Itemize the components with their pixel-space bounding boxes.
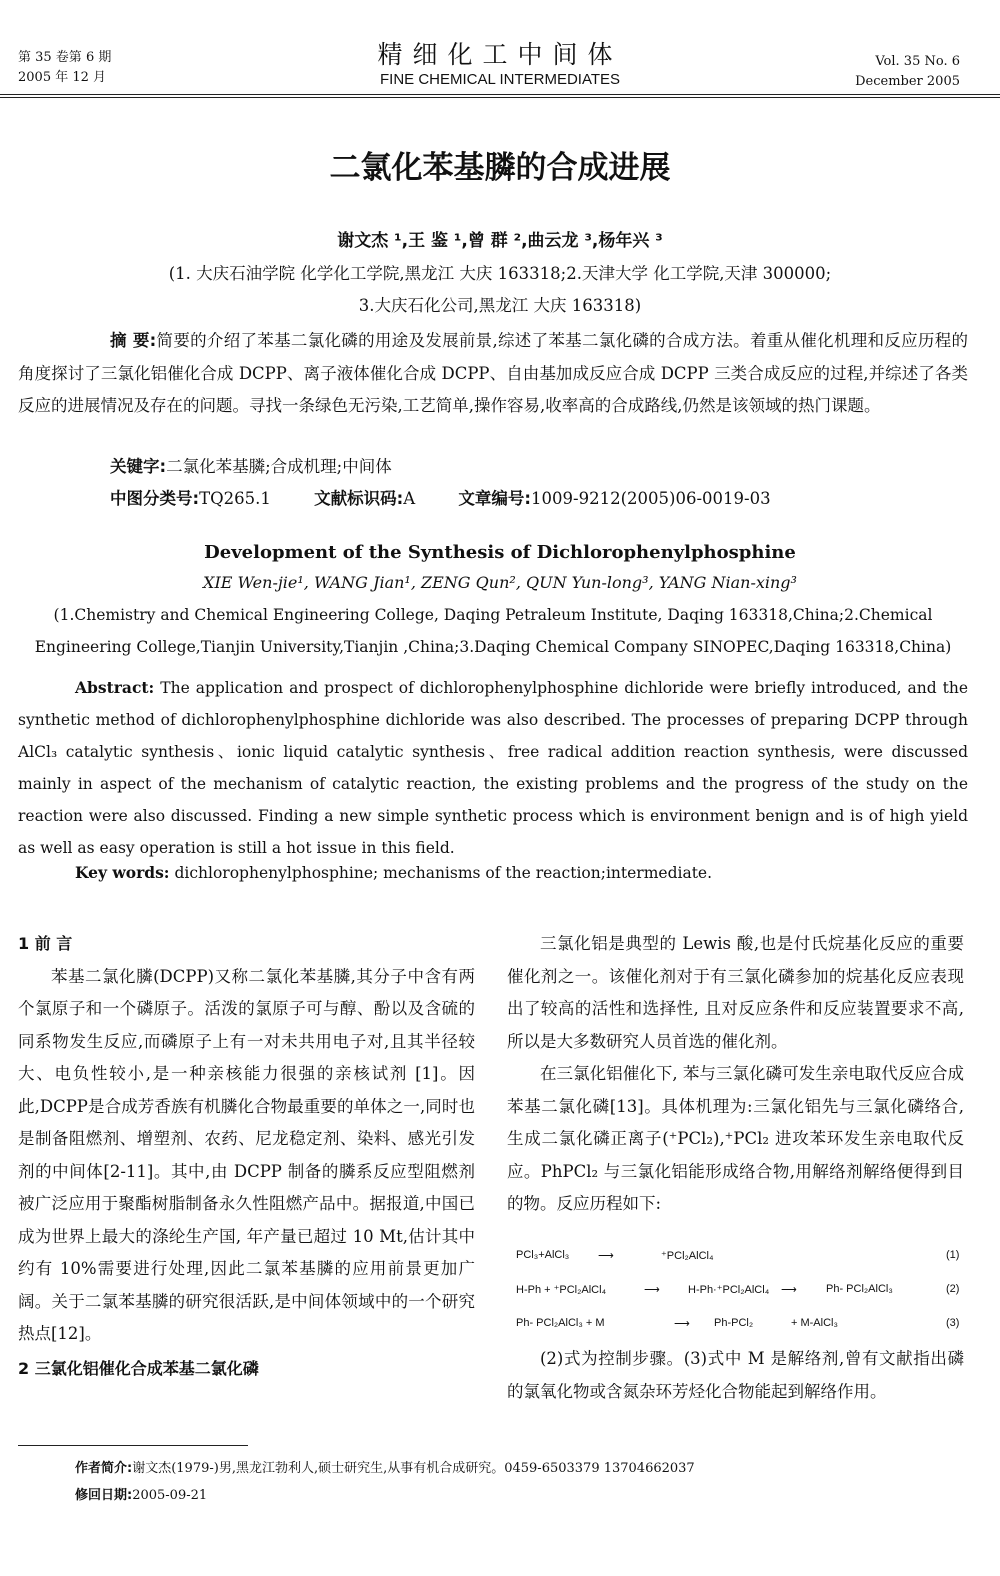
eq3-reactants: Ph- PCl₂AlCl₃ + M: [516, 1317, 605, 1329]
volume-cn: 第 35 卷第 6 期: [18, 50, 112, 65]
arrow-icon: ⟶: [598, 1250, 614, 1262]
footnote-rule: [18, 1445, 248, 1446]
equation-2: [516, 1279, 966, 1301]
keywords-cn: [110, 453, 392, 477]
section-2-paragraph-1: 三氯化铝是典型的 Lewis 酸,也是付氏烷基化反应的重要催化剂之一。该催化剂对于有三氯化磷参加的烷基化反应表现出了较高的活性和选择性, 且对反应条件和反应装置要求不高, 所以是大多数研究人员首选的催化剂。: [507, 934, 964, 1051]
author-bio: [75, 1457, 695, 1476]
left-column: [18, 928, 475, 1385]
doc-value: A: [403, 489, 416, 508]
arrow-icon: ⟶: [781, 1284, 797, 1296]
english-abstract-label: Abstract:: [75, 678, 155, 697]
eq1-number: (1): [946, 1249, 960, 1261]
arrow-icon: ⟶: [674, 1318, 690, 1330]
volume-en: Vol. 35 No. 6: [875, 54, 960, 69]
header-volume: [18, 48, 111, 88]
doc-label: 文献标识码:: [314, 489, 404, 508]
right-column: [507, 928, 964, 1221]
section-2-paragraph-2: 在三氯化铝催化下, 苯与三氯化磷可发生亲电取代反应合成苯基二氯化磷[13]。具体机理为:三氯化铝先与三氯化磷络合,生成二氯化磷正离子(⁺PCl₂),⁺PCl₂ 进攻苯环发生亲电取代反应。PhPCl₂ 与三氯化铝能形成络合物,用解络剂解络便得到目的物。反应历程如下:: [507, 1064, 964, 1213]
journal-name-cn: 精细化工中间体: [377, 40, 623, 69]
english-authors: XIE Wen-jie¹, WANG Jian¹, ZENG Qun², QUN Yun-long³, YANG Nian-xing³: [203, 573, 797, 592]
english-abstract: [18, 672, 968, 864]
journal-name-en: FINE CHEMICAL INTERMEDIATES: [379, 71, 621, 88]
revision-date: [75, 1484, 207, 1503]
english-keywords-text: dichlorophenylphosphine; mechanisms of the reaction;intermediate.: [174, 864, 713, 882]
right-column-bottom: [507, 1343, 964, 1408]
abstract-label: 摘 要:: [110, 331, 157, 350]
paper-title: 二氯化苯基膦的合成进展: [329, 150, 671, 186]
section-2-paragraph-3: (2)式为控制步骤。(3)式中 M 是解络剂,曾有文献指出磷的氯氧化物或含氮杂环芳烃化合物能起到解络作用。: [507, 1349, 964, 1401]
eq1-reactants: PCl₃+AlCl₃: [516, 1249, 570, 1261]
clc-value: TQ265.1: [199, 489, 271, 508]
affiliation-line-1: (1. 大庆石油学院 化学化工学院,黑龙江 大庆 163318;2.天津大学 化工学院,天津 300000;: [168, 264, 832, 283]
abstract-text: 简要的介绍了苯基二氯化磷的用途及发展前景,综述了苯基二氯化磷的合成方法。着重从催化机理和反应历程的角度探讨了三氯化铝催化合成 DCPP、离子液体催化合成 DCPP、自由基加成反应合成 DCPP 三类合成反应的过程,并综述了各类反应的进展情况及存在的问题。寻找一条绿色无污染,工艺简单,操作容易,收率高的合成路线,仍然是该领域的热门课题。: [18, 331, 968, 415]
english-title: Development of the Synthesis of Dichlorophenylphosphine: [204, 542, 796, 563]
journal-header: [300, 40, 700, 90]
section-2-heading: 2 三氯化铝催化合成苯基二氯化磷: [18, 1358, 259, 1378]
eq3-byproduct: + M-AlCl₃: [791, 1317, 838, 1329]
equation-1: [516, 1245, 966, 1267]
article-label: 文章编号:: [458, 489, 532, 508]
header-rule: [0, 94, 1000, 95]
eq2-reactants: H-Ph + ⁺PCl₂AlCl₄: [516, 1284, 607, 1296]
clc-label: 中图分类号:: [110, 489, 200, 508]
eq2-number: (2): [946, 1283, 960, 1295]
english-keywords-label: Key words:: [75, 863, 170, 882]
abstract-cn: [18, 325, 968, 423]
arrow-icon: ⟶: [644, 1284, 660, 1296]
eq2-intermediate: H-Ph·⁺PCl₂AlCl₄: [688, 1284, 770, 1296]
keywords-text: 二氯化苯基膦;合成机理;中间体: [166, 457, 392, 476]
eq1-product: ⁺PCl₂AlCl₄: [661, 1250, 714, 1262]
english-affiliation-1: (1.Chemistry and Chemical Engineering College, Daqing Petraleum Institute, Daqing 163318,China;2.Chemical: [53, 606, 933, 624]
section-1-paragraph: 苯基二氯化膦(DCPP)又称二氯化苯基膦,其分子中含有两个氯原子和一个磷原子。活泼的氯原子可与醇、酚以及含硫的同系物发生反应,而磷原子上有一对未共用电子对,且其半径较大、电负性较小,是一种亲核能力很强的亲核试剂 [1]。因此,DCPP是合成芳香族有机膦化合物最重要的单体之一,同时也是制备阻燃剂、增塑剂、农药、尼龙稳定剂、染料、感光引发剂的中间体[2-11]。其中,由 DCPP 制备的膦系反应型阻燃剂被广泛应用于聚酯树脂制备永久性阻燃产品中。据报道,中国已成为世界上最大的涤纶生产国, 年产量已超过 10 Mt,估计其中约有 10%需要进行处理,因此二氯苯基膦的应用前景更加广阔。关于二氯苯基膦的研究很活跃,是中间体领域中的一个研究热点[12]。: [18, 966, 475, 1343]
author-bio-text: 谢文杰(1979-)男,黑龙江勃利人,硕士研究生,从事有机合成研究。0459-6503379 13704662037: [132, 1461, 695, 1476]
date-cn: 2005 年 12 月: [18, 70, 107, 85]
affiliation-line-2: 3.大庆石化公司,黑龙江 大庆 163318): [358, 296, 642, 315]
header-volume-en: [855, 52, 960, 92]
keywords-label: 关键字:: [110, 457, 167, 476]
article-value: 1009-9212(2005)06-0019-03: [531, 489, 771, 508]
eq2-product: Ph- PCl₂AlCl₃: [826, 1283, 893, 1295]
revision-date-label: 修回日期:: [75, 1488, 133, 1503]
date-en: December 2005: [855, 74, 960, 89]
equation-3: [516, 1313, 966, 1335]
header-rule-thin: [0, 97, 1000, 98]
english-keywords: [75, 863, 712, 882]
author-bio-label: 作者简介:: [75, 1461, 133, 1476]
classification: [110, 485, 809, 509]
english-abstract-text: The application and prospect of dichlorophenylphosphine dichloride were briefly introduced, and the synthetic method of dichlorophenylphosphine dichloride was also described. The processes of preparing DCPP through AlCl₃ catalytic synthesis、ionic liquid catalytic synthesis、free radical addition reaction synthesis, were discussed mainly in aspect of the mechanism of catalytic reaction, the existing problems and the progress of the study on the reaction were also discussed. Finding a new simple synthetic process which is environment benign and is of high yield as well as easy operation is still a hot issue in this field.: [18, 679, 968, 857]
revision-date-value: 2005-09-21: [132, 1488, 208, 1503]
authors-cn: 谢文杰 ¹,王 鉴 ¹,曾 群 ²,曲云龙 ³,杨年兴 ³: [337, 231, 663, 251]
section-1-heading: 1 前 言: [18, 934, 73, 953]
eq3-number: (3): [946, 1317, 960, 1329]
english-affiliation-2: Engineering College,Tianjin University,Tianjin ,China;3.Daqing Chemical Company SINOPEC,Daqing 163318,China): [34, 638, 952, 656]
eq3-product: Ph-PCl₂: [714, 1317, 754, 1329]
